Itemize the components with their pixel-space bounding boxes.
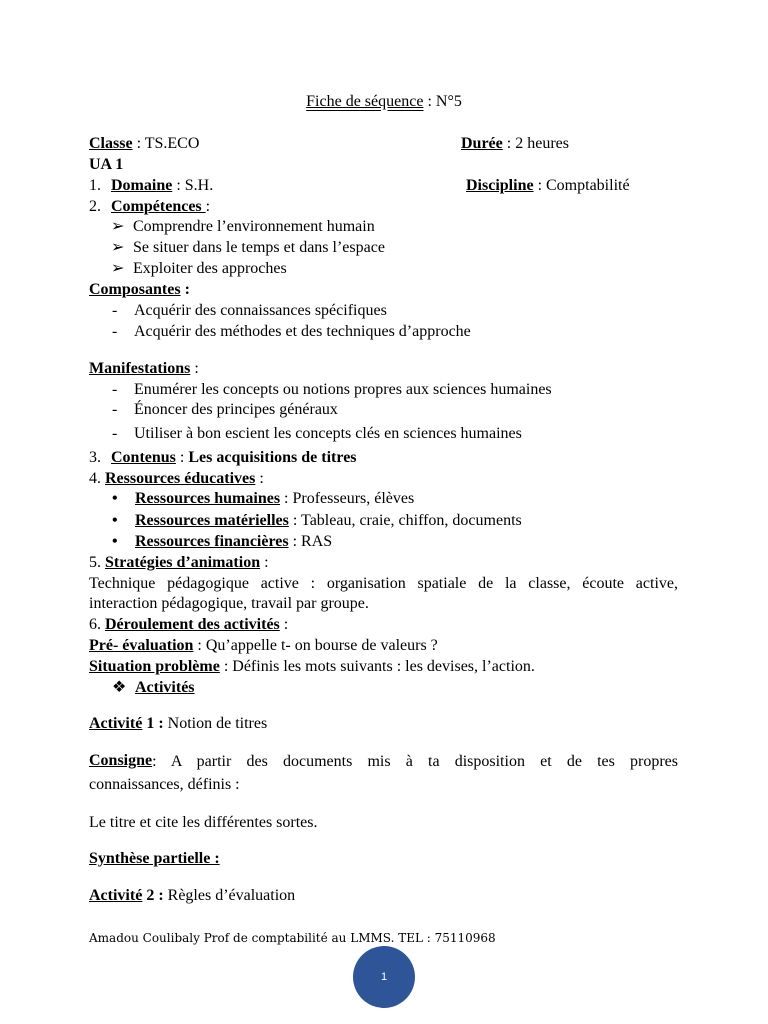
manifestation-item: - Utiliser à bon escient les concepts clés en sciences humaines bbox=[112, 425, 522, 442]
page-number-badge: 1 bbox=[353, 946, 415, 1008]
competence-item: ➢ Se situer dans le temps et dans l’espace bbox=[111, 239, 385, 256]
competence-item: ➢ Exploiter des approches bbox=[111, 260, 287, 277]
composante-item: - Acquérir des connaissances spécifiques bbox=[112, 302, 387, 319]
ressource-item: • Ressources humaines : Professeurs, élèves bbox=[112, 490, 415, 507]
contenus-line: 3. Contenus : Les acquisitions de titres bbox=[89, 449, 357, 466]
competence-item: ➢ Comprendre l’environnement humain bbox=[111, 218, 375, 235]
dash-bullet-icon: - bbox=[112, 425, 118, 442]
manifestation-item: - Énoncer des principes généraux bbox=[112, 401, 338, 418]
classe-line: Classe : TS.ECO bbox=[89, 135, 200, 152]
arrow-bullet-icon: ➢ bbox=[111, 260, 125, 277]
strategies-text-line: interaction pédagogique, travail par groupe. bbox=[89, 595, 369, 612]
competences-heading: 2. Compétences : bbox=[89, 198, 211, 215]
synthese-partielle: Synthèse partielle : bbox=[89, 850, 220, 867]
situation-probleme-line: Situation problème : Définis les mots suivants : les devises, l’action. bbox=[89, 658, 535, 675]
domaine-line: 1. Domaine : S.H. bbox=[89, 177, 214, 194]
activites-heading: ❖ Activités bbox=[112, 679, 195, 696]
dot-bullet-icon: • bbox=[112, 512, 118, 529]
dash-bullet-icon: - bbox=[112, 323, 118, 340]
activite-1-line: Activité 1 : Notion de titres bbox=[89, 715, 268, 732]
arrow-bullet-icon: ➢ bbox=[111, 239, 125, 256]
consigne-line: Consigne : A partir des documents mis à ta disposition et de tes propres bbox=[89, 752, 678, 770]
duree-line: Durée : 2 heures bbox=[461, 135, 569, 152]
page-title: Fiche de séquence : N°5 bbox=[306, 93, 462, 110]
deroulement-heading: 6. Déroulement des activités : bbox=[89, 616, 289, 633]
dot-bullet-icon: • bbox=[112, 533, 118, 550]
dash-bullet-icon: - bbox=[112, 302, 118, 319]
consigne-line: connaissances, définis : bbox=[89, 776, 240, 793]
strategies-heading: 5. Stratégies d’animation : bbox=[89, 554, 269, 571]
activite-2-line: Activité 2 : Règles d’évaluation bbox=[89, 887, 296, 904]
discipline-line: Discipline : Comptabilité bbox=[466, 177, 630, 194]
dash-bullet-icon: - bbox=[112, 381, 118, 398]
pre-evaluation-line: Pré- évaluation : Qu’appelle t- on bourse de valeurs ? bbox=[89, 637, 438, 654]
ressources-heading: 4. Ressources éducatives : bbox=[89, 470, 264, 487]
composante-item: - Acquérir des méthodes et des techniques d’approche bbox=[112, 323, 471, 340]
dot-bullet-icon: • bbox=[112, 490, 118, 507]
ua-label: UA 1 bbox=[89, 156, 124, 173]
footer-text: Amadou Coulibaly Prof de comptabilité au LMMS. TEL : 75110968 bbox=[89, 931, 496, 945]
composantes-heading: Composantes : bbox=[89, 281, 190, 298]
diamond-bullet-icon: ❖ bbox=[112, 679, 127, 696]
dash-bullet-icon: - bbox=[112, 401, 118, 418]
manifestations-heading: Manifestations : bbox=[89, 360, 199, 377]
strategies-text-line: Technique pédagogique active : organisation spatiale de la classe, écoute active, bbox=[89, 575, 678, 592]
ressource-item: • Ressources financières : RAS bbox=[112, 533, 333, 550]
arrow-bullet-icon: ➢ bbox=[111, 218, 125, 235]
titre-line: Le titre et cite les différentes sortes. bbox=[89, 814, 318, 831]
ressource-item: • Ressources matérielles : Tableau, craie, chiffon, documents bbox=[112, 512, 522, 529]
manifestation-item: - Enumérer les concepts ou notions propres aux sciences humaines bbox=[112, 381, 552, 398]
